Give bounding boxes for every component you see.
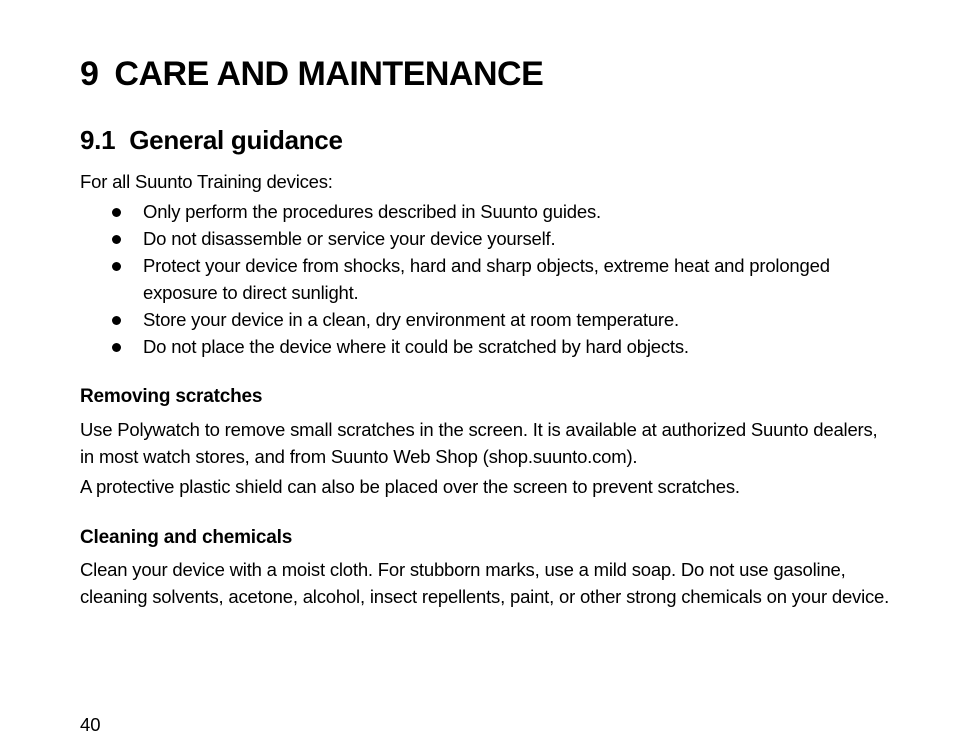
chapter-title-text: CARE AND MAINTENANCE — [114, 55, 544, 93]
list-item-text: Only perform the procedures described in Suunto guides. — [143, 201, 601, 222]
list-item — [110, 252, 870, 306]
removing-scratches-paragraph-1: Use Polywatch to remove small scratches in the screen. It is available at authorized Suunto dealers, in most watch stores, and from Suunto Web Shop (shop.suunto.com). — [80, 419, 878, 467]
list-item-text: Do not place the device where it could be scratched by hard objects. — [143, 336, 689, 357]
list-item-text: Protect your device from shocks, hard and sharp objects, extreme heat and prolonged exposure to direct sunlight. — [143, 255, 830, 303]
list-item-text: Do not disassemble or service your device yourself. — [143, 228, 556, 249]
bullet-icon — [112, 316, 121, 325]
chapter-title — [80, 52, 543, 96]
list-item — [110, 306, 870, 333]
removing-scratches-paragraph-2: A protective plastic shield can also be placed over the screen to prevent scratches. — [80, 476, 740, 497]
bullet-icon — [112, 343, 121, 352]
removing-scratches-heading: Removing scratches — [80, 386, 263, 407]
section-title — [80, 122, 343, 158]
intro-text: For all Suunto Training devices: — [80, 171, 333, 192]
list-item — [110, 225, 870, 252]
guidance-list — [110, 198, 870, 360]
page-number: 40 — [80, 714, 101, 735]
bullet-icon — [112, 262, 121, 271]
bullet-icon — [112, 235, 121, 244]
bullet-icon — [112, 208, 121, 217]
list-item — [110, 333, 870, 360]
section-number: 9.1 — [80, 125, 116, 155]
cleaning-heading: Cleaning and chemicals — [80, 527, 293, 548]
list-item-text: Store your device in a clean, dry environment at room temperature. — [143, 309, 679, 330]
chapter-number: 9 — [80, 55, 99, 93]
list-item — [110, 198, 870, 225]
cleaning-paragraph: Clean your device with a moist cloth. For stubborn marks, use a mild soap. Do not use gasoline, cleaning solvents, acetone, alcohol, insect repellents, paint, or other strong chemicals on your device. — [80, 559, 890, 607]
section-title-text: General guidance — [129, 125, 343, 155]
